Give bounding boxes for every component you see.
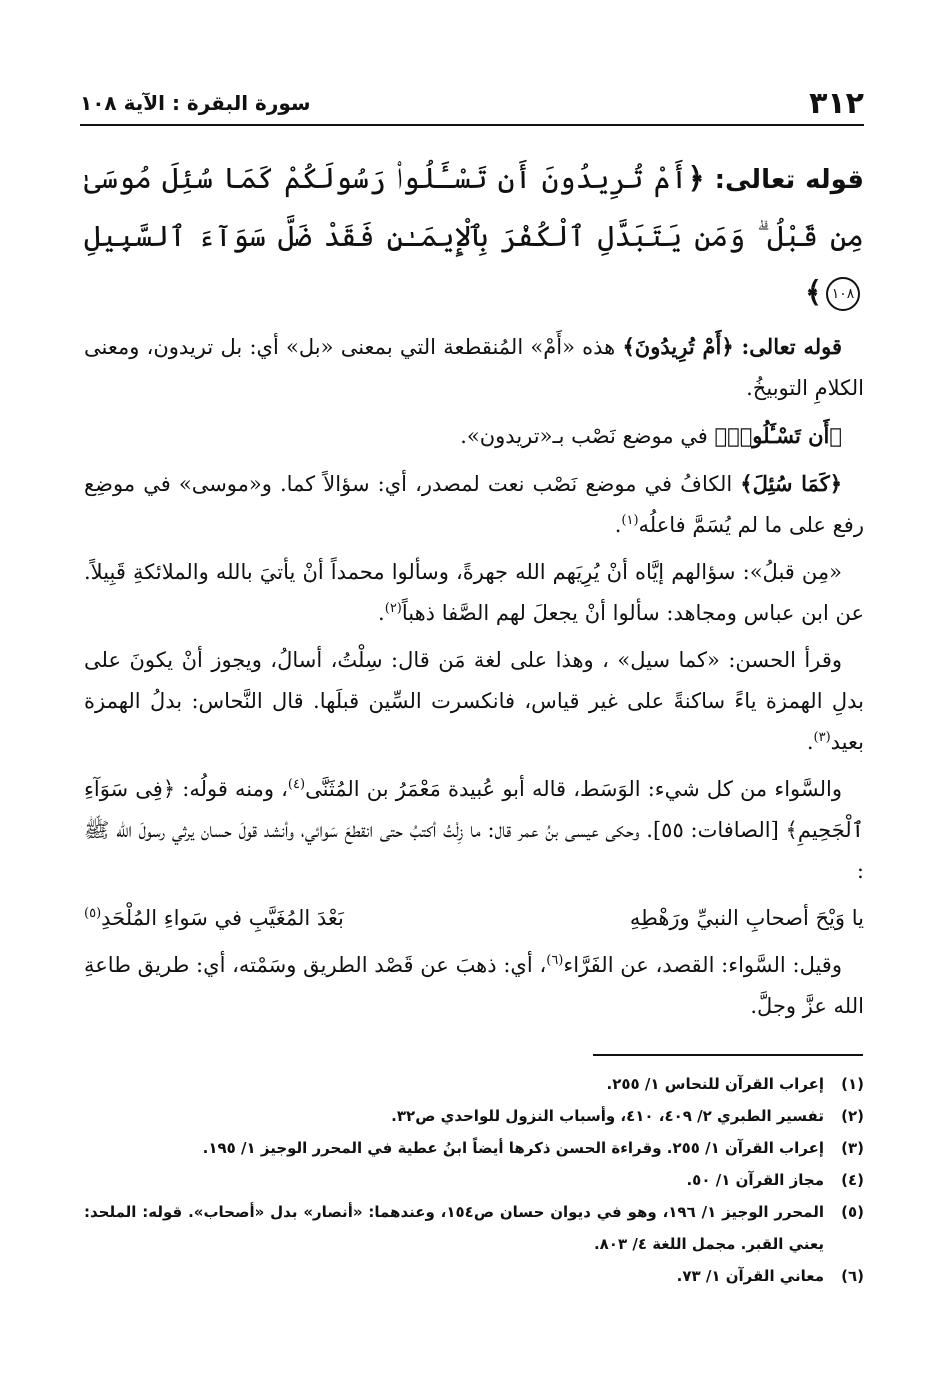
footnote-number: (١) xyxy=(841,1075,864,1093)
footnote-number: (٢) xyxy=(841,1107,864,1125)
page-number: ٣١٢ xyxy=(809,85,864,121)
footnote-reference: (٣) xyxy=(813,730,831,745)
footnote-reference: (١) xyxy=(621,513,639,528)
paragraph-tail: . xyxy=(806,730,814,754)
footnote xyxy=(84,1196,864,1260)
commentary-paragraph xyxy=(84,463,864,546)
footnote xyxy=(84,1100,864,1132)
paragraph-tail: ، أي: ذهبَ عن قَصْد الطريق وسَمْته، أي: طريق طاعةِ الله عزَّ وجلَّ. xyxy=(84,953,864,1018)
commentary-paragraph xyxy=(84,415,864,457)
footnote-number: (٥) xyxy=(841,1203,864,1221)
paragraph-text: الكافُ في موضع نَصْب نعت لمصدر، أي: سؤالاً كما. و«موسى» في موضِع رفع على ما لم يُسَمَّ فاعلُه xyxy=(84,472,864,537)
verse-open-bracket: ﴿ xyxy=(687,161,705,195)
paragraph-text: وقيل: السَّواء: القصد، عن الفَرَّاء xyxy=(563,953,842,977)
page-header xyxy=(80,82,864,126)
footnote-text: تفسير الطبري ٢/ ٤٠٩، ٤١٠، وأسباب النزول للواحدي ص٣٢. xyxy=(391,1107,824,1125)
footnote xyxy=(84,1068,864,1100)
paragraph-text: هذه «أَمْ» المُنقطعة التي بمعنى «بل» أي: بل تريدون، ومعنى الكلامِ التوبيخُ. xyxy=(84,335,864,400)
ayah-number-marker: ١٠٨ xyxy=(826,277,860,311)
verse-text: أَمْ تُرِيدُونَ أَن تَسْـَٔلُوا۟ رَسُولَكُمْ كَمَا سُئِلَ مُوسَىٰ مِن قَبْلُ ۗ وَمَن يَتَبَدَّلِ ٱلْكُفْرَ بِٱلْإِيمَـٰنِ فَقَدْ ضَلَّ سَوَآءَ ٱلسَّبِيلِ xyxy=(84,161,864,253)
paragraph-text: في موضع نَصْب بـ«تريدون». xyxy=(460,424,715,448)
poem-second-hemistich: بَعْدَ المُغَيَّبِ في سَواءِ المُلْحَدِ xyxy=(101,906,344,930)
footnote-number: (٤) xyxy=(841,1171,864,1189)
footnote-text: المحرر الوجيز ١/ ١٩٦، وهو في ديوان حسان ص١٥٤، وعندهما: «أنصار» بدل «أصحاب». قوله: الملحد: يعني القبر. مجمل اللغة ٤/ ٨٠٣. xyxy=(84,1203,824,1253)
commentary-paragraph xyxy=(84,769,864,892)
footnote xyxy=(84,1260,864,1292)
paragraph-tail: ، ومنه قولُه: ﴿فِى سَوَآءِ ٱلْجَحِيمِ﴾ [الصافات: ٥٥]. وحكى عيسى بنُ عمر قال: ما زِلْتُ أكتبُ حتى انقطعَ سَوائي، وأنشد قولَ حسان يرثي رسولَ الله ﷺ : xyxy=(84,777,864,883)
poem-first-hemistich: يا وَيْحَ أصحابِ النبيِّ ورَهْطِهِ xyxy=(629,906,864,930)
footnote-reference: (٤) xyxy=(287,777,306,792)
footnote-number: (٦) xyxy=(841,1267,864,1285)
footnote-reference: (٦) xyxy=(546,953,564,968)
footnote-text: معاني القرآن ١/ ٧٣. xyxy=(676,1267,824,1285)
footnote-text: إعراب القرآن للنحاس ١/ ٢٥٥. xyxy=(606,1075,824,1093)
footnote-reference: (٥) xyxy=(84,906,102,921)
footnote-text: إعراب القرآن ١/ ٢٥٥. وقراءة الحسن ذكرها أيضاً ابنُ عطية في المحرر الوجيز ١/ ١٩٥. xyxy=(202,1139,824,1157)
commentary-paragraph xyxy=(84,640,864,763)
footnotes xyxy=(84,1068,864,1292)
quoted-phrase: قوله تعالى: ﴿أَمْ تُرِيدُونَ﴾ xyxy=(622,334,842,359)
paragraph-tail: . xyxy=(614,513,622,537)
running-head: سورة البقرة : الآية ١٠٨ xyxy=(80,91,311,115)
paragraph-tail: . xyxy=(378,601,385,625)
commentary-paragraph xyxy=(84,552,864,634)
paragraph-text: «مِن قبلُ»: سؤالهم إيَّاه أنْ يُرِيَهم الله جهرةً، وسألوا محمداً أنْ يأتيَ بالله والملائكةِ قَبِيلاً. عن ابن عباس ومجاهد: سألوا أنْ يجعلَ لهم الصَّفا ذهباً xyxy=(84,560,864,625)
quoted-phrase: ﴿كَمَا سُئِلَ﴾ xyxy=(740,471,842,496)
footnote-divider xyxy=(593,1054,863,1056)
quoted-phrase: ﴿أَن تَسْـَٔلُوا۟﴾ xyxy=(714,423,842,448)
page-body xyxy=(84,150,864,1033)
quran-verse xyxy=(84,150,864,320)
paragraph-text: والسَّواء من كل شيء: الوَسَط، قاله أبو عُبيدة مَعْمَرُ بن المُثَنَّى xyxy=(305,777,842,801)
commentary-paragraph xyxy=(84,945,864,1027)
paragraph-text: وقرأ الحسن: «كما سيل» ، وهذا على لغة مَن قال: سِلْتُ، أسالُ، ويجوز أنْ يكونَ على بدلِ الهمزة ياءً ساكنةً على غير قياس، فانكسرت السِّين قبلَها. قال النَّحاس: بدلُ الهمزة بعيد xyxy=(84,648,864,754)
footnote xyxy=(84,1164,864,1196)
footnote-text: مجاز القرآن ١/ ٥٠. xyxy=(686,1171,824,1189)
poem-verse xyxy=(84,898,864,939)
footnote-number: (٣) xyxy=(841,1139,864,1157)
footnote-reference: (٢) xyxy=(384,601,402,616)
verse-close-bracket: ﴾ xyxy=(805,275,822,309)
verse-intro: قوله تعالى: xyxy=(714,165,864,195)
commentary-paragraph xyxy=(84,326,864,409)
footnote xyxy=(84,1132,864,1164)
